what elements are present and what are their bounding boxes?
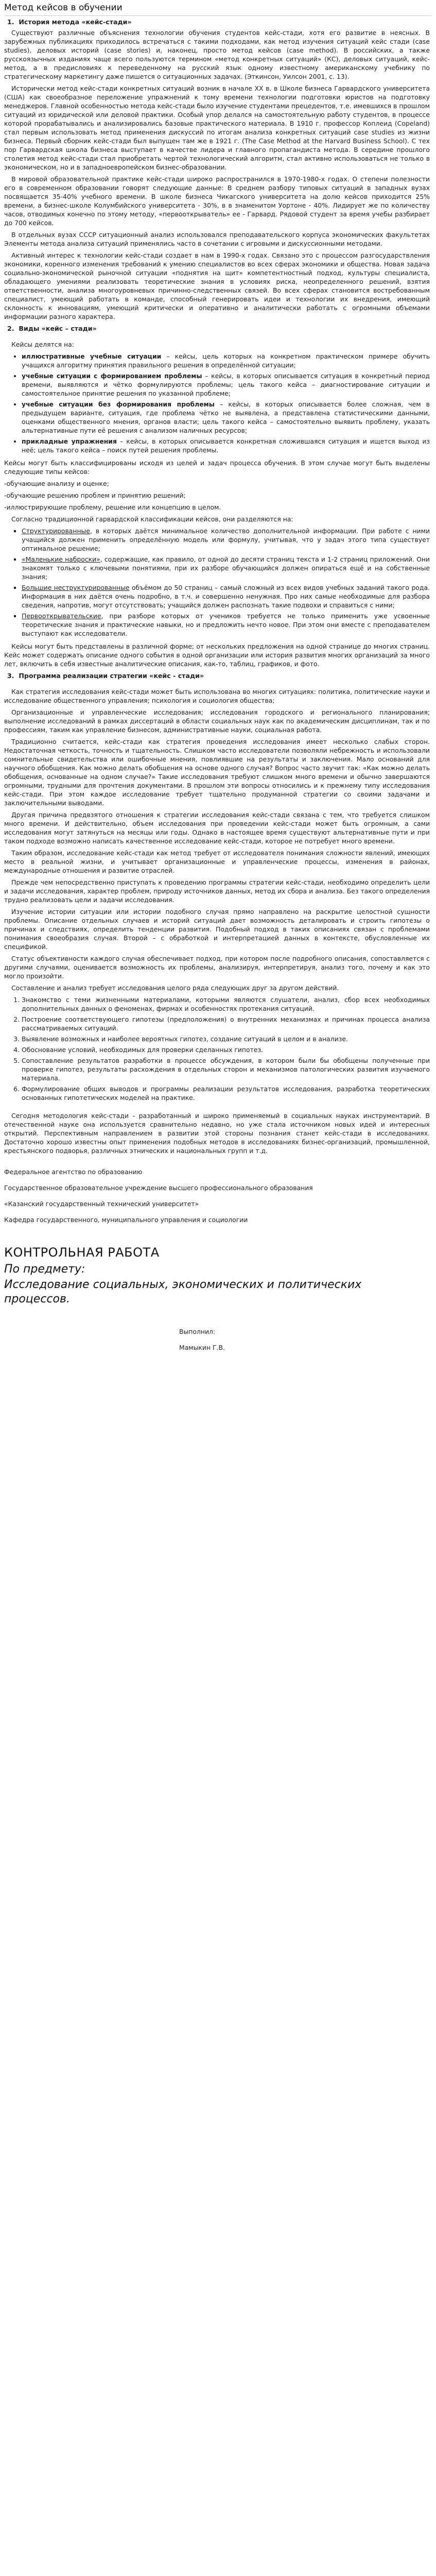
title-page-block	[4, 1162, 430, 1352]
case-type-term: учебные ситуации с формированием проблемы	[22, 372, 202, 380]
subject-label: По предмету:	[4, 1263, 85, 1276]
s1-paragraph: В отдельных вузах СССР ситуационный анализ использовался преподавательского корпуса экономических факультетах Элементы метода анализа ситуаций применялись часто в сочетании с игровыми и дискуссионными методами.	[4, 231, 430, 247]
university-name: «Казанский государственный технический университет»	[4, 1200, 199, 1208]
case-type-text: – кейсы, в которых описывается более сложная, чем в предыдущем варианте, ситуация, где проблема чётко не выявлена, а представлена статистическими данными, оценками общественного мнения, органов власти; цель такого кейса – самостоятельно выявить проблему, указать альтернативные пути её решения с анализом наличных ресурсов;	[22, 400, 430, 434]
s3-paragraph: Как стратегия исследования кейс-стади может быть использована во многих ситуациях: политика, политические науки и исследование общественного управления; психология и социология общества;	[4, 688, 430, 704]
section-1-heading	[4, 18, 430, 26]
section-2-title: Виды «кейс – стади»	[19, 325, 97, 332]
list-item	[22, 527, 430, 553]
document-title: Метод кейсов в обучении	[4, 3, 123, 13]
list-item	[22, 583, 430, 609]
case-type-term: учебные ситуации без формирования проблемы	[22, 400, 215, 408]
harvard-type-text: , содержащие, как правило, от одной до десяти страниц текста и 1-2 страниц приложений. Они знакомят только с ключевыми понятиями, при их разборе обучающийся должен опираться ещё и на собственные знания;	[22, 555, 430, 581]
section-2-heading	[4, 324, 430, 333]
s2-harvard-intro: Согласно традиционной гарвардской классификации кейсов, они разделяются на:	[11, 515, 293, 523]
s1-paragraph: В мировой образовательной практике кейс-стади широко распространился в 1970-1980-х годах. О степени полезности его в современном образовании говорят следующие данные: В среднем разбору типовых ситуаций в западных вузах посвящается 35-40% учебного времени. В школе бизнеса Чикагского университета на долю кейсов приходится 25% времени, а бизнес-школе Колумбийского университета - 30%, в в знаменитом Уортоне - 40%. Лидирует же по количеству часов, отводимых конечно по этому методу, «первооткрыватель» ее - Гарвард. Рядовой студент за время учебы разбирает до 700 кейсов.	[4, 175, 430, 227]
case-type-text: – кейсы, в которых описывается конкретная сложившаяся ситуация и ищется выход из неё; цель такого кейса – поиск путей решения проблемы.	[22, 437, 430, 454]
agency-name: Федеральное агентство по образованию	[4, 1168, 143, 1176]
list-item	[22, 371, 430, 398]
section-2-number: 2.	[7, 325, 14, 332]
case-type-term: прикладные упражнения	[22, 437, 117, 445]
case-type-text: – кейсы, цель которых на конкретном практическом примере обучить учащихся алгоритму принятия правильного решения в определённой ситуации;	[22, 352, 430, 369]
performed-label: Выполнил:	[179, 1328, 216, 1335]
harvard-type-text: , при разборе которых от учеников требуется не только применить уже усвоенные теоретические знания и практические навыки, но и предложить нечто новое. При этом они вместе с преподавателем выступают как исследователи.	[22, 612, 430, 637]
goal-line: -иллюстрирующие проблему, решение или концепцию в целом.	[4, 503, 221, 511]
s3-study: Изучение истории ситуации или истории подобного случая прямо направлено на раскрытие целостной сущности проблемы. Описание отдельных случаев и историй ситуаций дает возможность деталировать и строить гипотезы о причинах и следствиях, определить тенденции развития. Подобный подход в таких описаниях связан с проблемами понимания своеобразия случая. Второй – с обработкой и интерпретацией данных в контексте, обусловленные их спецификой.	[4, 908, 430, 951]
s3-paragraph: Другая причина предвзятого отношения к стратегии исследования кейс-стади связана с тем, что требуется слишком много времени. И действительно, объем исследования при проведении кейс-стади может быть огромным, а сами исследования могут затянуться на месяцы или годы. Однако в настоящее время существуют альтернативные пути и при таком подходе возможно написать качественное исследование кейс-стади, которое не потребует много времени.	[4, 811, 430, 845]
student-name: Мамыкин Г.В.	[179, 1344, 225, 1351]
case-type-text: – кейсы, в которых описывается ситуация в конкретный период времени, выявляются и чётко формулируются проблемы; цель такого кейса – диагностирование ситуации и самостоятельное принятие решения по указанной проблеме;	[22, 372, 430, 397]
section-3-title: Программа реализации стратегии «кейс - стади»	[19, 672, 204, 680]
s2-intro: Кейсы делятся на:	[11, 341, 74, 348]
goal-line: -обучающие анализу и оценке;	[4, 480, 109, 487]
section-3-number: 3.	[7, 672, 14, 680]
s1-paragraph: Исторически метод кейс-стади конкретных ситуаций возник в начале XX в. в Школе бизнеса Гарвардского университета (США) как своеобразное переложение упражнений к тому времени технологии подготовки юристов на подготовку менеджеров. Главной особенностью метода кейс-стади было изучение студентами прецедентов, т.е. имевшихся в прошлом ситуаций из юридической или деловой практики. Особый упор делался на самостоятельную работу студентов, в процессе которой прорабатывались и анализировались базовые практического материала. В 1910 г. профессор Коплеид (Copeland) стал первым использовать метод применения дискуссий по итогам анализа конкретных ситуаций case studies из жизни бизнеса. Первый сборник кейс-стади был выпущен там же в 1921 г. (The Case Method at the Harvard Business School). С тех пор Гарвардская школа бизнеса выступает в качестве лидера и главного пропагандиста метода. В середине прошлого столетия метод кейс-стади стал приобретать чертой технологический алгоритм, стал активно использоваться не только в экономическом, но и в западноевропейском бизнес-образовании.	[4, 84, 430, 171]
list-item	[22, 352, 430, 369]
harvard-type-term: Первооткрывательские	[22, 612, 101, 620]
s2-forms: Кейсы могут быть представлены в различной форме; от нескольких предложения на одной странице до многих страниц. Кейс может содержать описание одного события в одной организации или история развития многих организаций за много лет, включить в себя известные аналитические описания, как-то, таблиц, графиков, и фото.	[4, 642, 430, 668]
harvard-type-term: Большие неструктурированные	[22, 584, 130, 591]
list-item: 3. Выявление возможных и наиболее вероятных гипотез, создание ситуаций в целом и в анализе.	[22, 1035, 430, 1043]
case-type-term: иллюстративные учебные ситуации	[22, 352, 162, 360]
section-1-number: 1.	[7, 18, 14, 26]
list-item: 1. Знакомство с теми жизненными материалами, которыми являются слушатели, анализ, сбор всех необходимых дополнительных данных о феноменах, фирмах и особенностях протекания ситуаций.	[22, 995, 430, 1013]
section-3-heading	[4, 671, 430, 680]
s3-method: Сегодня методология кейс-стади - разработанный и широко применяемый в социальных науках инструментарий. В отечественной науке она используется сравнительно недавно, но уже стала источником новых идей и интересных открытий. Перспективным направлением в развитии этой стороны познания станет кейс-стади в исследованиях. Достаточно хорошо известны опыт применения подобных методов в исследованиях бизнес-организаций, промышленной, крестьянского подворья, различных этнических и национальных групп и т.д.	[4, 1112, 430, 1155]
s3-status: Статус объективности каждого случая обеспечивает подход, при котором после подробного описания, сопоставляется с другими случаями, оценивается возможность их проблемы, анализируя, интерпретируя, анализ того, почему и как это могло произойти.	[4, 955, 430, 980]
harvard-type-term: «Маленькие наброски»	[22, 555, 100, 563]
document-body	[4, 18, 430, 1359]
title-divider	[4, 15, 432, 16]
list-item: 2. Построение соответствующего гипотезы (предположения) о внутренних механизмах и причинах процесса анализа рассматриваемых ситуаций.	[22, 1015, 430, 1032]
list-item	[22, 437, 430, 454]
subject-title: Исследование социальных, экономических и политических процессов.	[4, 1278, 362, 1306]
list-item	[22, 400, 430, 435]
s1-paragraph: Существуют различные объяснения технологии обучения студентов кейс-стади, хотя его развитие в неясных. В зарубежных публикациях приходилось встречаться с такими подходами, как метод изучения ситуаций кейс стади (case studies), деловых историй (case stories) и, наконец, просто метод кейсов (case method). В российских, а также русскоязычных изданиях чаще всего пользуются термином «метод конкретных ситуаций» (КС), деловых ситуаций, кейс-метод, а в предисловиях к переведенному на русский язык одному известному американскому учебнику по стратегическому маркетингу даже пишется о ситуационных задачах. (Эткинсон, Уилсон 2001, с. 13).	[4, 29, 430, 80]
list-item: 6. Формулирование общих выводов и программы реализации результатов исследования, разработка теоретических основанных гипотетических моделей на практике.	[22, 1084, 430, 1102]
goal-line: -обучающие решению проблем и принятию решений;	[4, 492, 186, 499]
harvard-type-term: Структурированные	[22, 527, 90, 535]
s1-paragraph: Активный интерес к технологии кейс-стади создает в нам в 1990-х годах. Связано это с процессом разгосударствления экономики, коренного изменения требований к умению специалистов во всех сферах экономики и общества. Новая задача социально-экономической рыночной ситуации «поднятия на щит» компетентностный подход, культуры специалиста, обладающего умениями реализовать теоретические знания в условиях риска, неопределенного решений, взятия ответственности, анализа многоуровневых причинно-следственных связей. Во всех сферах становится востребованным специалист, умеющий работать в команде, способный генерировать идеи и технологии их внедрения, имеющий склонность к инновациям, умеющий критически и оперативно и аналитически работать с огромными объемами информации разного характера.	[4, 251, 430, 320]
institution-type: Государственное образовательное учреждение высшего профессионального образования	[4, 1184, 313, 1192]
case-types-list	[4, 352, 430, 454]
department-name: Кафедра государственного, муниципального управления и социологии	[4, 1216, 248, 1224]
stages-list	[4, 995, 430, 1102]
harvard-types-list	[4, 527, 430, 638]
list-item	[22, 612, 430, 638]
list-item: 4. Обоснование условий, необходимых для проверки сделанных гипотез.	[22, 1045, 430, 1054]
s3-preparation: Прежде чем непосредственно приступать к проведению программы стратегии кейс-стади, необходимо определить цели и задачи исследования, характер проблем, природу источников данных, метод их сбора и анализа. Без такого определения трудно реализовать цели и задачи исследования.	[4, 878, 430, 904]
s3-paragraph: Таким образом, исследование кейс-стади как метод требует от исследователя понимания сложности явлений, имеющих место в реальной жизни, и учитывает организационные и управленческие процессы, изменения в районах, международные отношения и развитие отраслей.	[4, 849, 430, 874]
work-type-title: КОНТРОЛЬНАЯ РАБОТА	[4, 1245, 160, 1260]
author-block	[4, 1327, 430, 1352]
harvard-type-text: , в которых даётся минимальное количество дополнительной информации. При работе с ними учащийся должен применить определённую модель или формулу, учитывая, что у задач этого типа существует оптимальное решение;	[22, 527, 430, 552]
s3-paragraph: Традиционно считается, кейс-стади как стратегия проведения исследования имеет несколько слабых сторон. Недостаточная четкость, точность и тщательность. Слишком часто исследователи позволяли небрежность и использовали сомнительные свидетельства или ошибочные мнения, повлиявшие на результаты и заключения. Мало оснований для научного обобщения. Как можно делать обобщения на основе одного случая? Вопрос часто звучит так: «Как можно делать обобщения, основанные на одном случае?» Такие исследования требуют слишком много времени и обычно завершаются огромными, трудными для прочтения документами. В прошлом эти вопросы относились и к прежнему типу исследования кейс-стади. При этом каждое исследование требует тщательно продуманной стратегии со своими задачами и заключительными выводами.	[4, 738, 430, 807]
s3-stages-intro: Составление и анализ требует исследования целого ряда следующих друг за другом действий.	[11, 984, 339, 992]
list-item	[22, 555, 430, 581]
s3-paragraph: Организационные и управленческие исследования; исследования городского и регионального планирования; выполнение исследований в рамках диссертаций в области социальных наук как по академическим дисциплинам, так и по профессиям, таким как управление бизнесом, административные науки, социальная работа.	[4, 708, 430, 734]
section-1-title: История метода «кейс-стади»	[19, 18, 132, 26]
harvard-type-text: объёмом до 50 страниц – самый сложный из всех видов учебных заданий такого рода. Информация в них даётся очень подробно, в т.ч. и совершенно ненужная. Про них самые необходимые для разбора сведения, напротив, могут отсутствовать; учащийся должен распознать такие подвохи и справиться с ними;	[22, 584, 430, 609]
s2-classification: Кейсы могут быть классифицированы исходя из целей и задач процесса обучения. В этом случае могут быть выделены следующие типы кейсов:	[4, 459, 430, 476]
list-item: 5. Сопоставление результатов разработки в процессе обсуждения, в котором были бы обобщены полученные при проверке гипотез, результаты расхождения в отдельных сторон и механизмов патологических развития изучаемого материала.	[22, 1056, 430, 1082]
